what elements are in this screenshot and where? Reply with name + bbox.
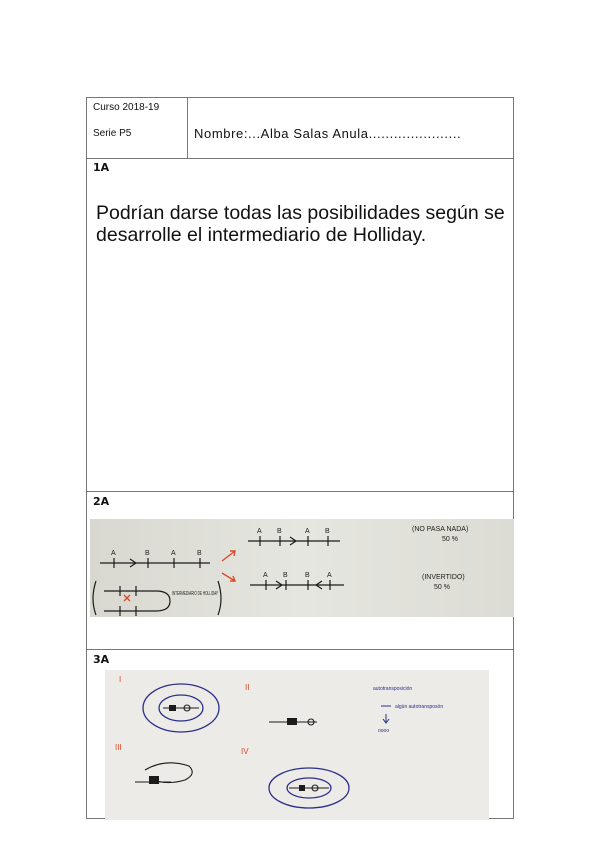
photo-letter: A — [263, 572, 268, 579]
photo-letter: B — [197, 550, 202, 557]
roman-numeral: I — [119, 675, 122, 684]
photo-letter: A — [257, 528, 262, 535]
photo-letter: A — [171, 550, 176, 557]
header-row — [87, 98, 513, 159]
note-inverted: (INVERTIDO) — [422, 574, 465, 581]
course-label: Curso 2018-19 — [93, 102, 160, 113]
roman-numeral: III — [115, 743, 122, 752]
section-3a — [87, 650, 513, 820]
photo-letter: B — [283, 572, 288, 579]
section-label: 2A — [93, 495, 110, 508]
photo-letter: B — [277, 528, 282, 535]
handwritten-photo-2a — [90, 519, 514, 617]
percent-no-change: 50 % — [442, 536, 458, 543]
photo-letter: A — [305, 528, 310, 535]
holliday-intermediate-label: INTERMEDIARIO DE HOLLIDAY — [172, 591, 219, 597]
note-autotransposition: autotransposición — [373, 686, 413, 692]
note-some-transposon: algún autotransposón — [395, 704, 444, 710]
section-2a — [87, 492, 513, 650]
header-left-cell — [87, 98, 188, 158]
transposition-sketch — [105, 670, 489, 820]
handwritten-photo-3a — [105, 670, 489, 820]
series-label: Serie P5 — [93, 128, 132, 139]
roman-numeral: IV — [241, 747, 249, 756]
photo-letter: A — [327, 572, 332, 579]
answer-text: Podrían darse todas las posibilidades según se desarrolle el intermediario de Holliday. — [96, 202, 505, 246]
section-1a — [87, 158, 513, 492]
exam-sheet — [86, 97, 514, 819]
note-circles: oooo — [378, 728, 390, 734]
photo-letter: B — [145, 550, 150, 557]
photo-letter: A — [111, 550, 116, 557]
student-name: Nombre:...Alba Salas Anula...................... — [194, 126, 462, 141]
section-label: 1A — [93, 161, 110, 174]
roman-numeral: II — [245, 683, 250, 692]
photo-letter: B — [305, 572, 310, 579]
photo-letter: B — [325, 528, 330, 535]
percent-inverted: 50 % — [434, 584, 450, 591]
section-label: 3A — [93, 653, 110, 666]
note-no-change: (NO PASA NADA) — [412, 526, 469, 533]
recombination-sketch — [90, 519, 514, 617]
